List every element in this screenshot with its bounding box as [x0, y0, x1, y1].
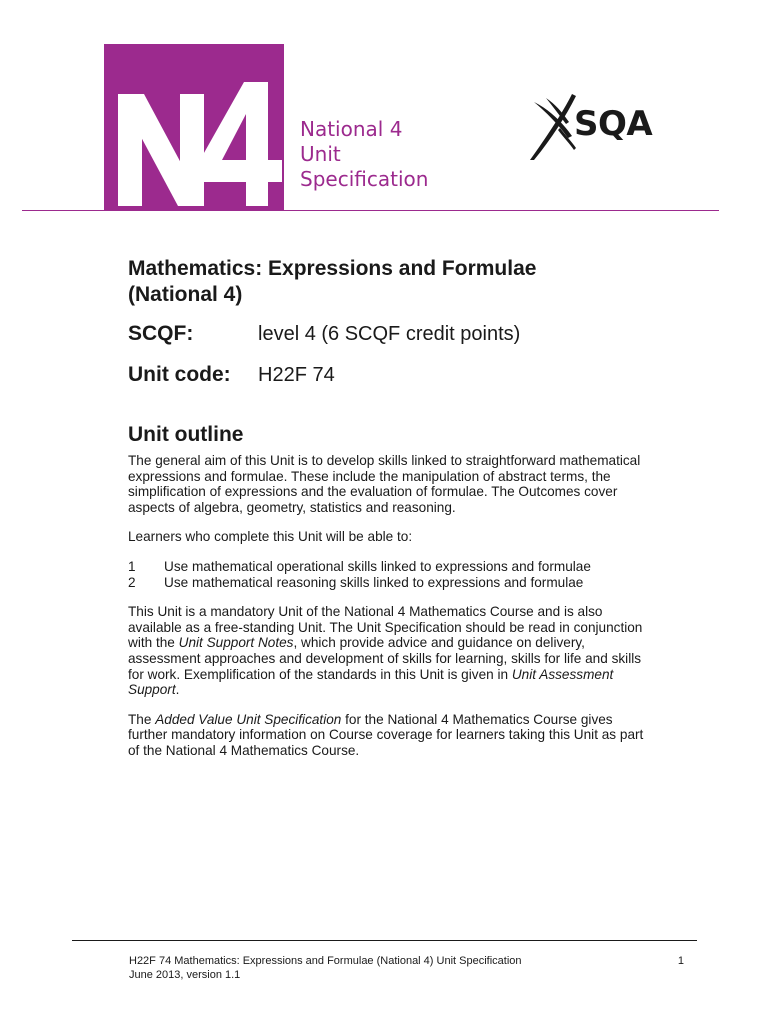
text-run: This Unit is a mandatory Unit of the National 4 Mathematics Course and is also available as a free-standing Unit. The Unit Specification should be read in conjunction with the [128, 604, 643, 651]
footer-divider [72, 940, 697, 941]
unit-type-label [300, 117, 428, 192]
text-run: The [128, 711, 156, 727]
n4-logo [104, 44, 284, 210]
unit-code-row [128, 363, 648, 387]
added-value-spec-ref: Added Value Unit Specification [155, 711, 342, 727]
outline-paragraph: Learners who complete this Unit will be able to: [128, 529, 413, 545]
unit-title [128, 256, 648, 308]
outcome-number: 2 [128, 574, 136, 590]
page-number: 1 [677, 955, 684, 967]
list-item [128, 559, 648, 575]
n4-logo-graphic [104, 44, 284, 210]
unit-type-line: Unit [300, 142, 341, 166]
text-run: , which provide advice and guidance on delivery, assessment approaches and development of skills for learning, skills for life and skills for work. Exemplification of the standards in this Unit is given in [128, 635, 642, 682]
unit-type-line: Specification [300, 167, 429, 191]
outline-paragraph [128, 604, 648, 698]
unit-type-line: National 4 [300, 117, 403, 141]
list-item [128, 575, 648, 591]
footer-title: H22F 74 Mathematics: Expressions and Formulae (National 4) Unit Specification [129, 955, 522, 967]
scqf-value: level 4 (6 SCQF credit points) [258, 323, 521, 345]
scqf-label: SCQF: [128, 322, 194, 345]
unit-outline-heading: Unit outline [128, 423, 244, 446]
outline-paragraph: The general aim of this Unit is to develop skills linked to straightforward mathematical expressions and formulae. These include the manipulation of abstract terms, the simplification of expressions and the evaluation of formulae. The Outcomes cover aspects of algebra, geometry, statistics and reasoning. [128, 453, 641, 515]
unit-title-line1: Mathematics: Expressions and Formulae [128, 257, 537, 280]
outcome-number: 1 [128, 558, 136, 574]
footer-version: June 2013, version 1.1 [129, 969, 241, 981]
text-run: for the National 4 Mathematics Course gives further mandatory information on Course coverage for learners taking this Unit as part of the National 4 Mathematics Course. [128, 711, 644, 758]
outcome-text: Use mathematical operational skills linked to expressions and formulae [164, 558, 591, 574]
main-content [128, 256, 648, 773]
unit-code-value: H22F 74 [258, 364, 335, 386]
outcome-text: Use mathematical reasoning skills linked to expressions and formulae [164, 574, 584, 590]
sqa-logo-text: SQA [574, 104, 653, 144]
unit-assessment-support-ref: Unit Assessment Support [128, 666, 614, 698]
unit-support-notes-ref: Unit Support Notes [178, 635, 294, 651]
unit-title-line2: (National 4) [128, 283, 243, 306]
text-run: . [175, 682, 180, 698]
outline-paragraph [128, 712, 648, 759]
scqf-row [128, 322, 648, 346]
header-divider [22, 210, 719, 211]
page-footer [129, 954, 684, 982]
unit-code-label: Unit code: [128, 363, 231, 386]
outcomes-list [128, 559, 648, 590]
